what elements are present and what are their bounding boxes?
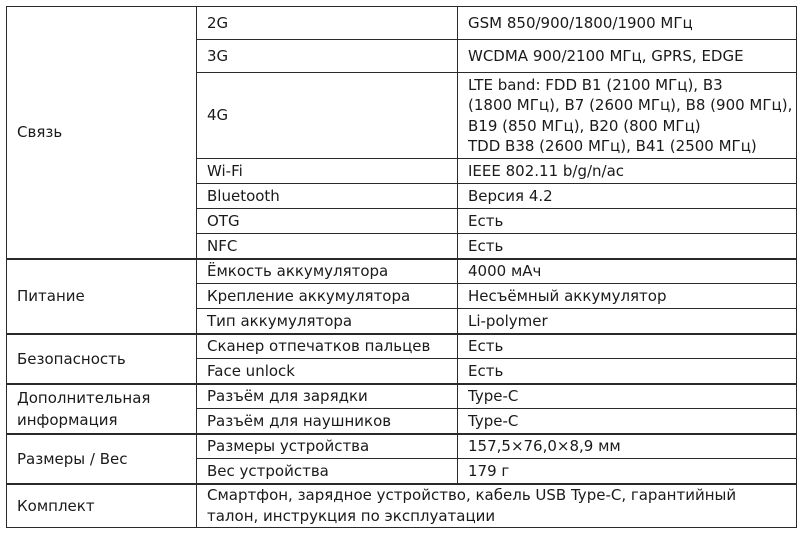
group-label-line: информация [17,410,118,429]
group-label [7,384,197,434]
param-value: Есть [458,334,797,359]
param-value: 4000 мАч [458,259,797,284]
param-value [458,73,797,159]
group-label: Комплект [7,484,197,528]
param-value: 157,5×76,0×8,9 мм [458,434,797,459]
param-value: GSM 850/900/1800/1900 МГц [458,7,797,40]
group-label: Питание [7,259,197,334]
param-label: Вес устройства [197,459,458,484]
param-value: Есть [458,359,797,384]
param-label: Разъём для зарядки [197,384,458,409]
param-label: Ёмкость аккумулятора [197,259,458,284]
param-value: Версия 4.2 [458,184,797,209]
param-label: Wi-Fi [197,159,458,184]
group-label: Размеры / Вес [7,434,197,484]
param-label: 4G [197,73,458,159]
group-label: Безопасность [7,334,197,384]
value-line: B19 (850 МГц), B20 (800 МГц) [468,116,701,135]
value-line: LTE band: FDD B1 (2100 МГц), B3 [468,75,723,94]
value-line: Смартфон, зарядное устройство, кабель USB Type-C, гарантийный [207,486,737,505]
param-value: IEEE 802.11 b/g/n/ac [458,159,797,184]
param-label: 2G [197,7,458,40]
value-line: талон, инструкция по эксплуатации [207,506,496,525]
param-label: NFC [197,234,458,259]
value-line: (1800 МГц), B7 (2600 МГц), B8 (900 МГц), [468,96,793,114]
param-label: OTG [197,209,458,234]
param-value: Несъёмный аккумулятор [458,284,797,309]
param-value [197,484,797,528]
param-value: 179 г [458,459,797,484]
table-row [7,7,797,40]
param-label: Face unlock [197,359,458,384]
param-value: Type-C [458,384,797,409]
param-label: Bluetooth [197,184,458,209]
table-row [7,259,797,284]
param-value: Type-C [458,409,797,434]
spec-table [6,6,797,528]
param-value: Есть [458,209,797,234]
value-line: TDD B38 (2600 МГц), B41 (2500 МГц) [468,137,757,155]
param-label: Сканер отпечатков пальцев [197,334,458,359]
group-label-line: Дополнительная [17,388,151,407]
param-label: 3G [197,40,458,73]
table-row [7,484,797,528]
param-label: Тип аккумулятора [197,309,458,334]
param-value: WCDMA 900/2100 МГц, GPRS, EDGE [458,40,797,73]
group-label: Связь [7,7,197,259]
param-value: Li-polymer [458,309,797,334]
table-row [7,334,797,359]
param-value: Есть [458,234,797,259]
table-row [7,384,797,409]
param-label: Разъём для наушников [197,409,458,434]
param-label: Крепление аккумулятора [197,284,458,309]
table-row [7,434,797,459]
param-label: Размеры устройства [197,434,458,459]
